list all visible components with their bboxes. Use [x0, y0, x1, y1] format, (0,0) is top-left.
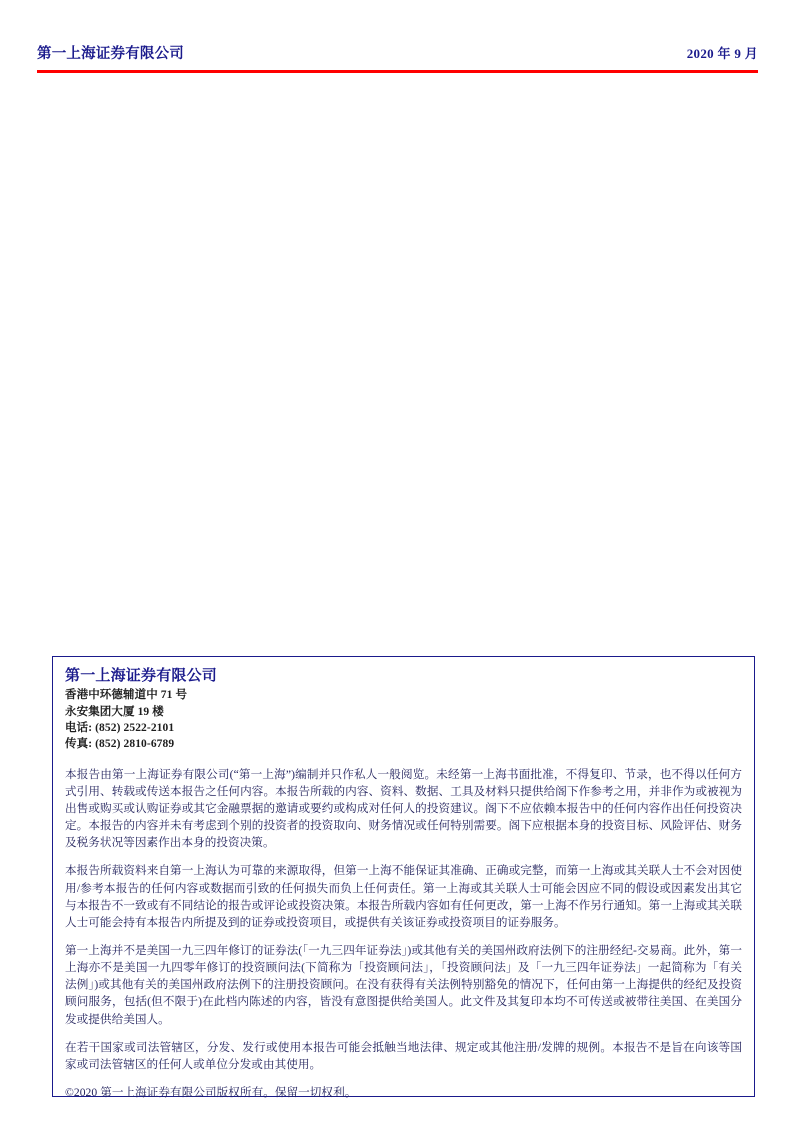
address-line-street: 香港中环德辅道中 71 号 — [65, 689, 188, 702]
copyright-notice: ©2020 第一上海证券有限公司版权所有。保留一切权利。 — [65, 1086, 357, 1100]
disclaimer-paragraphs — [65, 766, 742, 1102]
contact-line-telephone: 电话: (852) 2522-2101 — [65, 721, 175, 734]
disclaimer-paragraph-1: 本报告由第一上海证券有限公司(“第一上海”)编制并只作私人一般阅览。未经第一上海书面批准，不得复印、节录，也不得以任何方式引用、转载或传送本报告之任何内容。本报告所载的内容、资料、数据、工具及材料只提供给阁下作参考之用，并非作为或被视为出售或购买或认购证券或其它金融票据的邀请或要约或构成对任何人的投资建议。阁下不应依赖本报告中的任何内容作出任何投资决定。本报告的内容并未有考虑到个别的投资者的投资取向、财务情况或任何特别需要。阁下应根据本身的投资目标、风险评估、财务及税务状况等因素作出本身的投资决策。 — [65, 767, 742, 850]
header-date: 2020 年 9 月 — [686, 46, 758, 61]
header-divider-rule — [37, 70, 758, 73]
disclaimer-box — [52, 656, 755, 1100]
disclaimer-paragraph-4: 在若干国家或司法管辖区，分发、发行或使用本报告可能会抵触当地法律、规定或其他注册/发牌的规例。本报告不是旨在向该等国家或司法管辖区的任何人或单位分发或由其使用。 — [65, 1040, 742, 1071]
disclaimer-company-title: 第一上海证券有限公司 — [65, 668, 218, 684]
address-line-building: 永安集团大厦 19 楼 — [65, 705, 164, 718]
page-body-blank-area — [37, 80, 758, 650]
disclaimer-paragraph-2: 本报告所载资料来自第一上海认为可靠的来源取得，但第一上海不能保证其准确、正确或完整，而第一上海或其关联人士不会对因使用/参考本报告的任何内容或数据而引致的任何损失而负上任何责任。第一上海或其关联人士可能会因应不同的假设或因素发出其它与本报告不一致或有不同结论的报告或评论或投资决策。本报告所载内容如有任何更改，第一上海不作另行通知。第一上海或其关联人士可能会持有本报告内所提及到的证券或投资项目，或提供有关该证券或投资项目的证券服务。 — [65, 864, 742, 929]
contact-line-fax: 传真: (852) 2810-6789 — [65, 738, 175, 751]
header-company-name: 第一上海证券有限公司 — [37, 46, 184, 62]
disclaimer-paragraph-3: 第一上海并不是美国一九三四年修订的证券法(「一九三四年证券法」)或其他有关的美国州政府法例下的注册经纪-交易商。此外，第一上海亦不是美国一九四零年修订的投资顾问法(下简称为「投资顾问法」，「投资顾问法」及「一九三四年证券法」一起简称为「有关法例」)或其他有关的美国州政府法例下的注册投资顾问。在没有获得有关法例特别豁免的情况下，任何由第一上海提供的经纪及投资顾问服务，包括(但不限于)在此档内陈述的内容，皆没有意图提供给美国人。此文件及其复印本均不可传送或被带往美国、在美国分发或提供给美国人。 — [65, 943, 742, 1026]
page-header — [37, 42, 758, 72]
